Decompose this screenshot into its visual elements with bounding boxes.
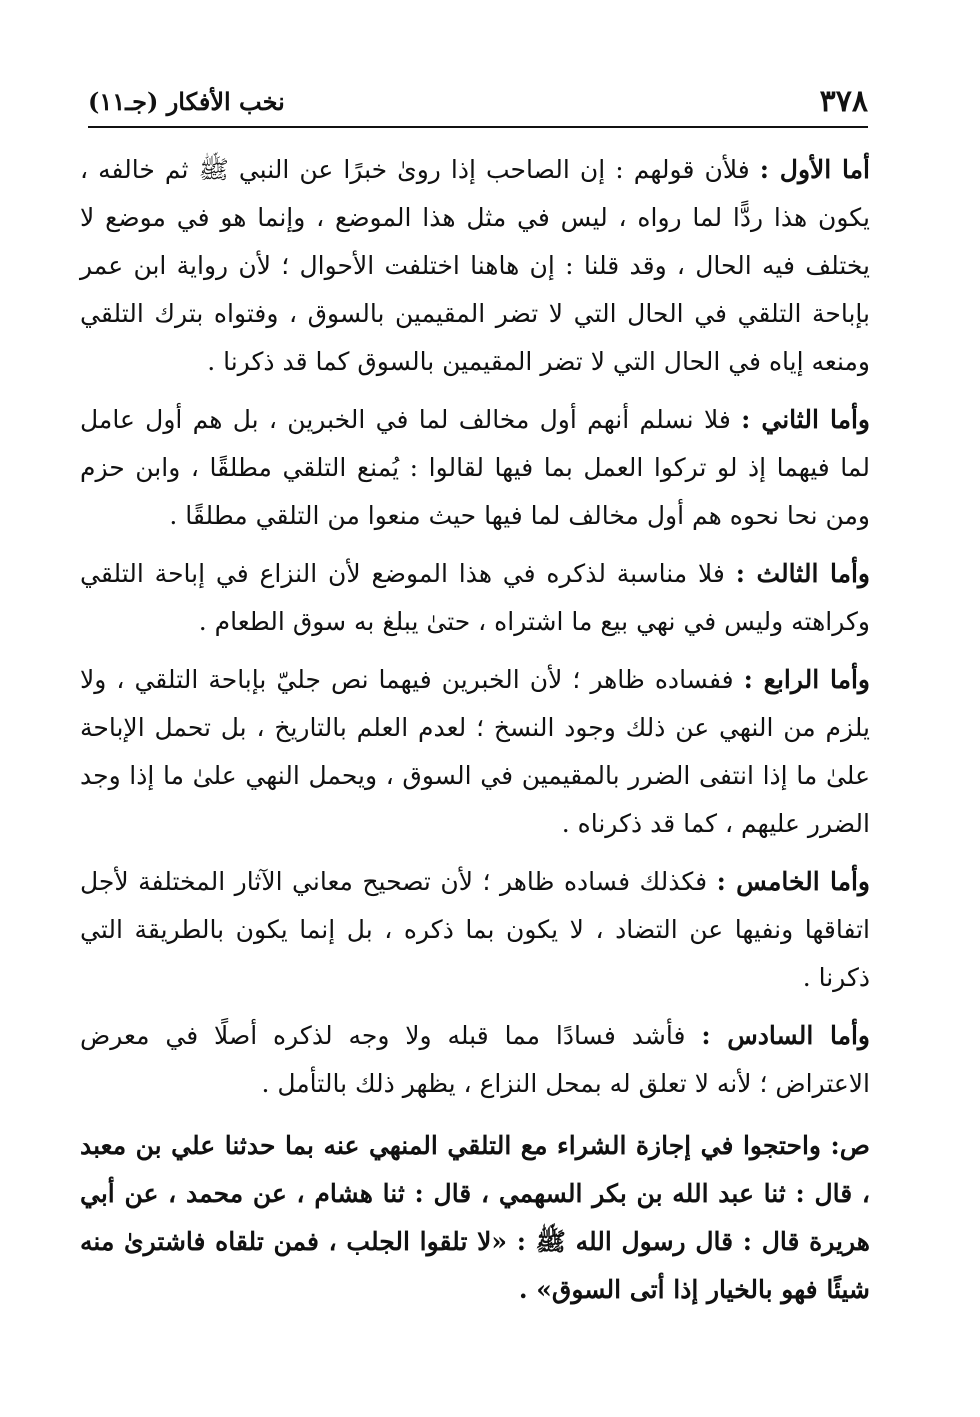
paragraph-third bbox=[80, 550, 870, 646]
paragraph-fifth bbox=[80, 858, 870, 1002]
paragraph-fourth bbox=[80, 656, 870, 848]
paragraph-lead: وأما الخامس : bbox=[716, 867, 871, 896]
running-title: نخب الأفكار (جـ١١) bbox=[88, 87, 285, 116]
paragraph-text: فلا مناسبة لذكره في هذا الموضع لأن النزاع في إباحة التلقي وكراهته وليس في نهي بيع ما اشتراه ، حتىٰ يبلغ به سوق الطعام . bbox=[80, 559, 870, 636]
paragraph-first bbox=[80, 146, 870, 386]
paragraph-text: فلا نسلم أنهم أول مخالف لما في الخبرين ، بل هم أول عامل لما فيهما إذ لو تركوا العمل بما فيها لقالوا : يُمنع التلقي مطلقًا ، وابن حزم ومن نحا نحوه هم أول مخالف لما فيها حيث منعوا من التلقي مطلقًا . bbox=[80, 405, 870, 530]
paragraph-hadith-text: ص: واحتجوا في إجازة الشراء مع التلقي المنهي عنه بما حدثنا علي بن معبد ، قال : ثنا عبد الله بن بكر السهمي ، قال : ثنا هشام ، عن محمد ، عن أبي هريرة قال : قال رسول الله ﷺ : «لا تلقوا الجلب ، فمن تلقاه فاشترىٰ منه شيئًا فهو بالخيار إذا أتى السوق» . bbox=[80, 1131, 870, 1304]
paragraph-lead: وأما الثاني : bbox=[741, 405, 870, 434]
paragraph-lead: أما الأول : bbox=[759, 155, 870, 184]
paragraph-text: فكذلك فساده ظاهر ؛ لأن تصحيح معاني الآثار المختلفة لأجل اتفاقها ونفيها عن التضاد ، لا يكون بما ذكره ، بل إنما يكون بالطريقة التي ذكرنا . bbox=[80, 867, 870, 992]
paragraph-sixth bbox=[80, 1012, 870, 1108]
paragraph-lead: وأما السادس : bbox=[701, 1021, 871, 1050]
paragraph-second bbox=[80, 396, 870, 540]
page-body bbox=[80, 146, 870, 1324]
paragraph-text: فأشد فسادًا مما قبله ولا وجه لذكره أصلًا في معرض الاعتراض ؛ لأنه لا تعلق له بمحل النزاع ، يظهر ذلك بالتأمل . bbox=[80, 1021, 870, 1098]
page-header bbox=[88, 82, 868, 128]
paragraph-text: ففساده ظاهر ؛ لأن الخبرين فيهما نص جليّ بإباحة التلقي ، ولا يلزم من النهي عن ذلك وجود النسخ ؛ لعدم العلم بالتاريخ ، بل تحمل الإباحة علىٰ ما إذا انتفى الضرر بالمقيمين في السوق ، ويحمل النهي علىٰ ما إذا وجد الضرر عليهم ، كما قد ذكرناه . bbox=[80, 665, 870, 838]
paragraph-lead: وأما الثالث : bbox=[735, 559, 870, 588]
paragraph-lead: وأما الرابع : bbox=[743, 665, 871, 694]
page-number: ٣٧٨ bbox=[819, 84, 868, 119]
paragraph-text: فلأن قولهم : إن الصاحب إذا روىٰ خبرًا عن النبي ﷺ ثم خالفه ، يكون هذا ردًّا لما رواه ، ليس في مثل هذا الموضع ، وإنما هو في موضع لا يختلف فيه الحال ، وقد قلنا : إن هاهنا اختلفت الأحوال ؛ لأن رواية ابن عمر بإباحة التلقي في الحال التي لا تضر المقيمين بالسوق ، وفتواه بترك التلقي ومنعه إياه في الحال التي لا تضر المقيمين بالسوق كما قد ذكرنا . bbox=[80, 155, 870, 376]
